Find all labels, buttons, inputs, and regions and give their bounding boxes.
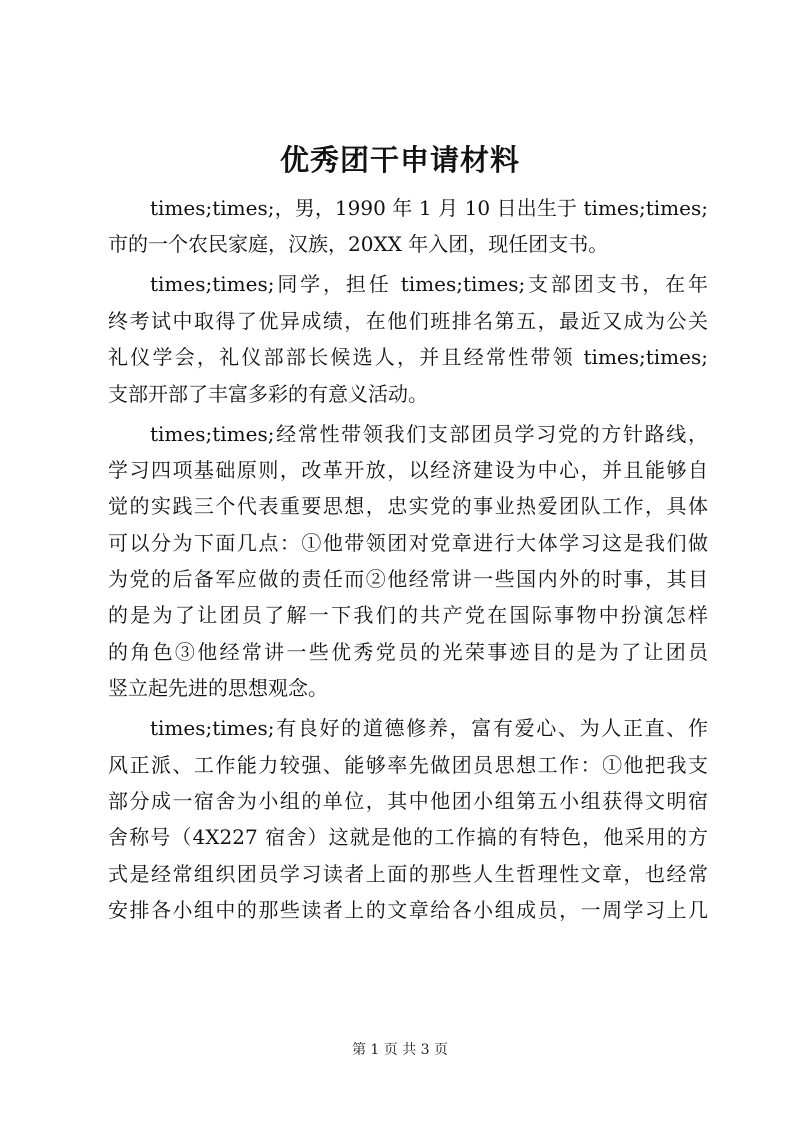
paragraph-line: 部分成一宿舍为小组的单位，其中他团小组第五小组获得文明宿 bbox=[108, 789, 708, 814]
paragraph-line: 竖立起先进的思想观念。 bbox=[108, 676, 328, 701]
paragraph-line: 觉的实践三个代表重要思想，忠实党的事业热爱团队工作，具体 bbox=[108, 494, 708, 519]
document-body bbox=[108, 190, 708, 929]
paragraph-3 bbox=[108, 416, 708, 707]
paragraph-line: 舍称号（4X227 宿舍）这就是他的工作搞的有特色，他采用的方 bbox=[108, 825, 708, 850]
paragraph-line: 学习四项基础原则，改革开放，以经济建设为中心，并且能够自 bbox=[108, 457, 708, 482]
paragraph-line: 支部开部了丰富多彩的有意义活动。 bbox=[108, 381, 428, 406]
paragraph-line: 礼仪学会，礼仪部部长候选人，并且经常性带领 times;times; bbox=[108, 345, 708, 370]
paragraph-line: 的是为了让团员了解一下我们的共产党在国际事物中扮演怎样 bbox=[108, 603, 708, 628]
paragraph-line: 终考试中取得了优异成绩，在他们班排名第五，最近又成为公关 bbox=[108, 308, 708, 333]
paragraph-line: 风正派、工作能力较强、能够率先做团员思想工作：①他把我支 bbox=[108, 752, 708, 777]
paragraph-line: times;times;有良好的道德修养，富有爱心、为人正直、作 bbox=[150, 716, 708, 741]
paragraph-line: times;times;同学，担任 times;times;支部团支书，在年 bbox=[150, 272, 708, 297]
paragraph-line: times;times;经常性带领我们支部团员学习党的方针路线， bbox=[150, 421, 708, 446]
paragraph-line: times;times;，男，1990 年 1 月 10 日出生于 times;times; bbox=[150, 196, 708, 220]
paragraph-4 bbox=[108, 710, 708, 928]
document-title: 优秀团干申请材料 bbox=[279, 143, 520, 177]
paragraph-line: 可以分为下面几点：①他带领团对党章进行大体学习这是我们做 bbox=[108, 530, 708, 555]
paragraph-line: 市的一个农民家庭，汉族，20XX 年入团，现任团支书。 bbox=[108, 232, 609, 257]
paragraph-line: 式是经常组织团员学习读者上面的那些人生哲理性文章，也经常 bbox=[108, 861, 708, 886]
paragraph-1 bbox=[108, 190, 708, 263]
paragraph-line: 安排各小组中的那些读者上的文章给各小组成员，一周学习上几 bbox=[108, 898, 708, 923]
page-footer: 第 1 页 共 3 页 bbox=[351, 1042, 449, 1058]
paragraph-2 bbox=[108, 266, 708, 412]
paragraph-line: 的角色③他经常讲一些优秀党员的光荣事迹目的是为了让团员 bbox=[108, 639, 708, 664]
paragraph-line: 为党的后备军应做的责任而②他经常讲一些国内外的时事，其目 bbox=[108, 567, 708, 592]
